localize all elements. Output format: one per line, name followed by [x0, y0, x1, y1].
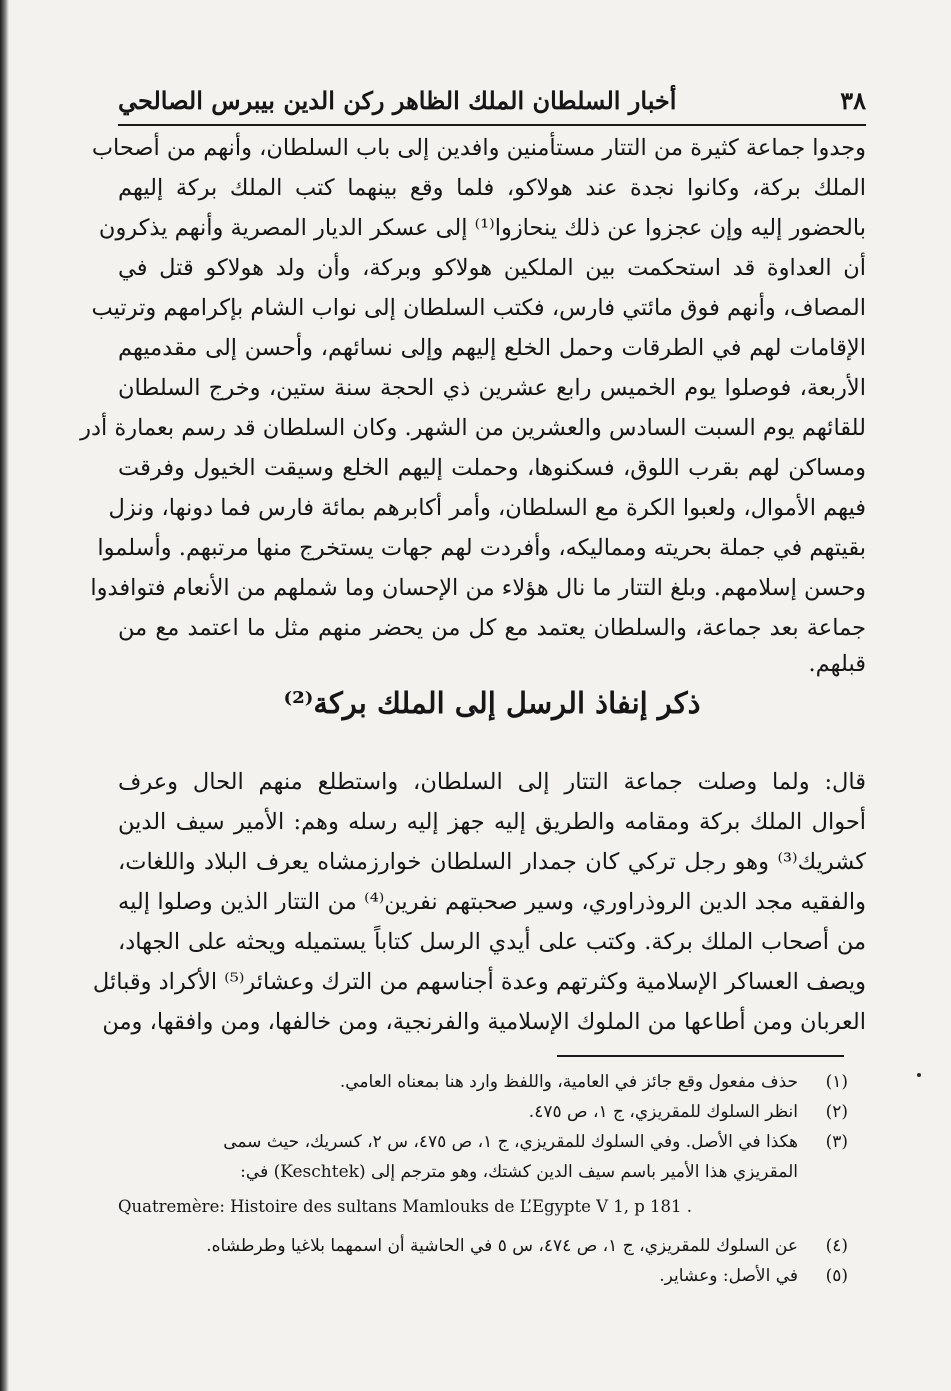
section-line: والفقيه مجد الدين الروذراوري، وسير صحبتهم نفرين⁽⁴⁾ من التتار الذين وصلوا إليه [118, 889, 866, 915]
body-line: وحسن إسلامهم. وبلغ التتار ما نال هؤلاء من الإحسان وما شملهم من الأنعام فتوافدوا [90, 575, 866, 601]
latin-reference: Quatremère: Histoire des sultans Mamlouks de L’Egypte V 1, p 181 . [118, 1197, 693, 1216]
body-line: أن العداوة قد استحكمت بين الملكين هولاكو وبركة، وأن ولد هولاكو قتل في [118, 255, 866, 281]
footnote-continuation [100, 1158, 848, 1186]
section-line: العربان ومن أطاعها من الملوك الإسلامية والفرنجية، ومن خالفها، ومن وافقها، ومن [102, 1009, 866, 1035]
body-line: فيهم الأموال، ولعبوا الكرة مع السلطان، وأمر أكابرهم بمائة فارس فما دونها، ونزل [108, 495, 866, 521]
body-line: جماعة بعد جماعة، والسلطان يعتمد مع كل من يحضر منهم مثل ما اعتمد مع من [118, 615, 866, 641]
scan-edge-shadow [0, 0, 9, 1391]
running-title: أخبار السلطان الملك الظاهر ركن الدين بيبرس الصالحي [118, 86, 677, 115]
page-number: ٣٨ [840, 86, 866, 115]
body-line: الإقامات لهم في الطرقات وحمل الخلع إليهم وإلى نسائهم، وأحسن إلى مقدميهم [118, 335, 866, 361]
footnote-number: (٤) [825, 1236, 848, 1256]
section-line: ويصف العساكر الإسلامية وكثرتهم وعدة أجناسهم من الترك وعشائر⁽⁵⁾ الأكراد وقبائل [92, 969, 866, 995]
header-rule [118, 124, 866, 126]
body-line: بالحضور إليه وإن عجزوا عن ذلك ينحازوا⁽¹⁾ إلى عسكر الديار المصرية وأنهم يذكرون [98, 215, 866, 241]
section-heading: ذكر إنفاذ الرسل إلى الملك بركة⁽²⁾ [283, 686, 701, 720]
footnote-text: حذف مفعول وقع جائز في العامية، واللفظ وارد هنا بمعناه العامي. [339, 1072, 798, 1092]
footnote-text: هكذا في الأصل. وفي السلوك للمقريزي، ج ١، ص ٤٧٥، س ٢، كسريك، حيث سمى [223, 1132, 798, 1152]
footnote [100, 1262, 848, 1290]
footnote [100, 1068, 848, 1096]
page-header [118, 80, 866, 124]
footnote-number: (٣) [825, 1132, 848, 1152]
body-line: بقيتهم في جملة بحريته ومماليكه، وأفردت لهم جهات يستخرج منها مرتبهم. وأسلموا [97, 535, 866, 561]
footnote-number: (١) [825, 1072, 848, 1092]
body-line: المصاف، وأنهم فوق مائتي فارس، فكتب السلطان إلى نواب الشام بإكرامهم وترتيب [91, 295, 866, 321]
section-line: من أصحاب الملك بركة. وكتب على أيدي الرسل كتاباً يستميله ويحثه على الجهاد، [118, 929, 866, 955]
body-line: وجدوا جماعة كثيرة من التتار مستأمنين وافدين إلى باب السلطان، وأنهم من أصحاب [91, 135, 866, 161]
body-line: للقائهم يوم السبت السادس والعشرين من الشهر. وكان السلطان قد رسم بعمارة أدر [80, 415, 866, 441]
body-line: الأربعة، فوصلوا يوم الخميس رابع عشرين ذي الحجة سنة ستين، وخرج السلطان [118, 375, 866, 401]
footnote [100, 1232, 848, 1260]
body-line: الملك بركة، وكانوا نجدة عند هولاكو، فلما وقع بينهما كتب الملك بركة إليهم [118, 175, 866, 201]
footnote-number: (٥) [825, 1266, 848, 1286]
footnote-rule [557, 1055, 844, 1057]
section-line: كشريك⁽³⁾ وهو رجل تركي كان جمدار السلطان خوارزمشاه يعرف البلاد واللغات، [118, 849, 866, 875]
body-line: ومساكن لهم بقرب اللوق، فسكنوها، وحملت إليهم الخلع وسيقت الخيول وفرقت [118, 455, 866, 481]
section-line: قال: ولما وصلت جماعة التتار إلى السلطان، واستطلع منهم الحال وعرف [118, 769, 866, 795]
footnote [100, 1098, 848, 1126]
margin-speck [917, 1073, 921, 1077]
footnote [100, 1128, 848, 1156]
footnote-number: (٢) [825, 1102, 848, 1122]
footnote-text: المقريزي هذا الأمير باسم سيف الدين كشتك، وهو مترجم إلى (Keschtek) في: [240, 1162, 798, 1182]
section-line: أحوال الملك بركة ومقامه والطريق إليه جهز إليه رسله وهم: الأمير سيف الدين [118, 809, 866, 835]
footnote-text: في الأصل: وعشاير. [659, 1266, 798, 1286]
footnote-text: انظر السلوك للمقريزي، ج ١، ص ٤٧٥. [528, 1102, 798, 1122]
footnote-text: عن السلوك للمقريزي، ج ١، ص ٤٧٤، س ٥ في الحاشية أن اسمهما بلاغيا وطرطشاه. [206, 1236, 798, 1256]
body-line: قبلهم. [808, 651, 866, 677]
